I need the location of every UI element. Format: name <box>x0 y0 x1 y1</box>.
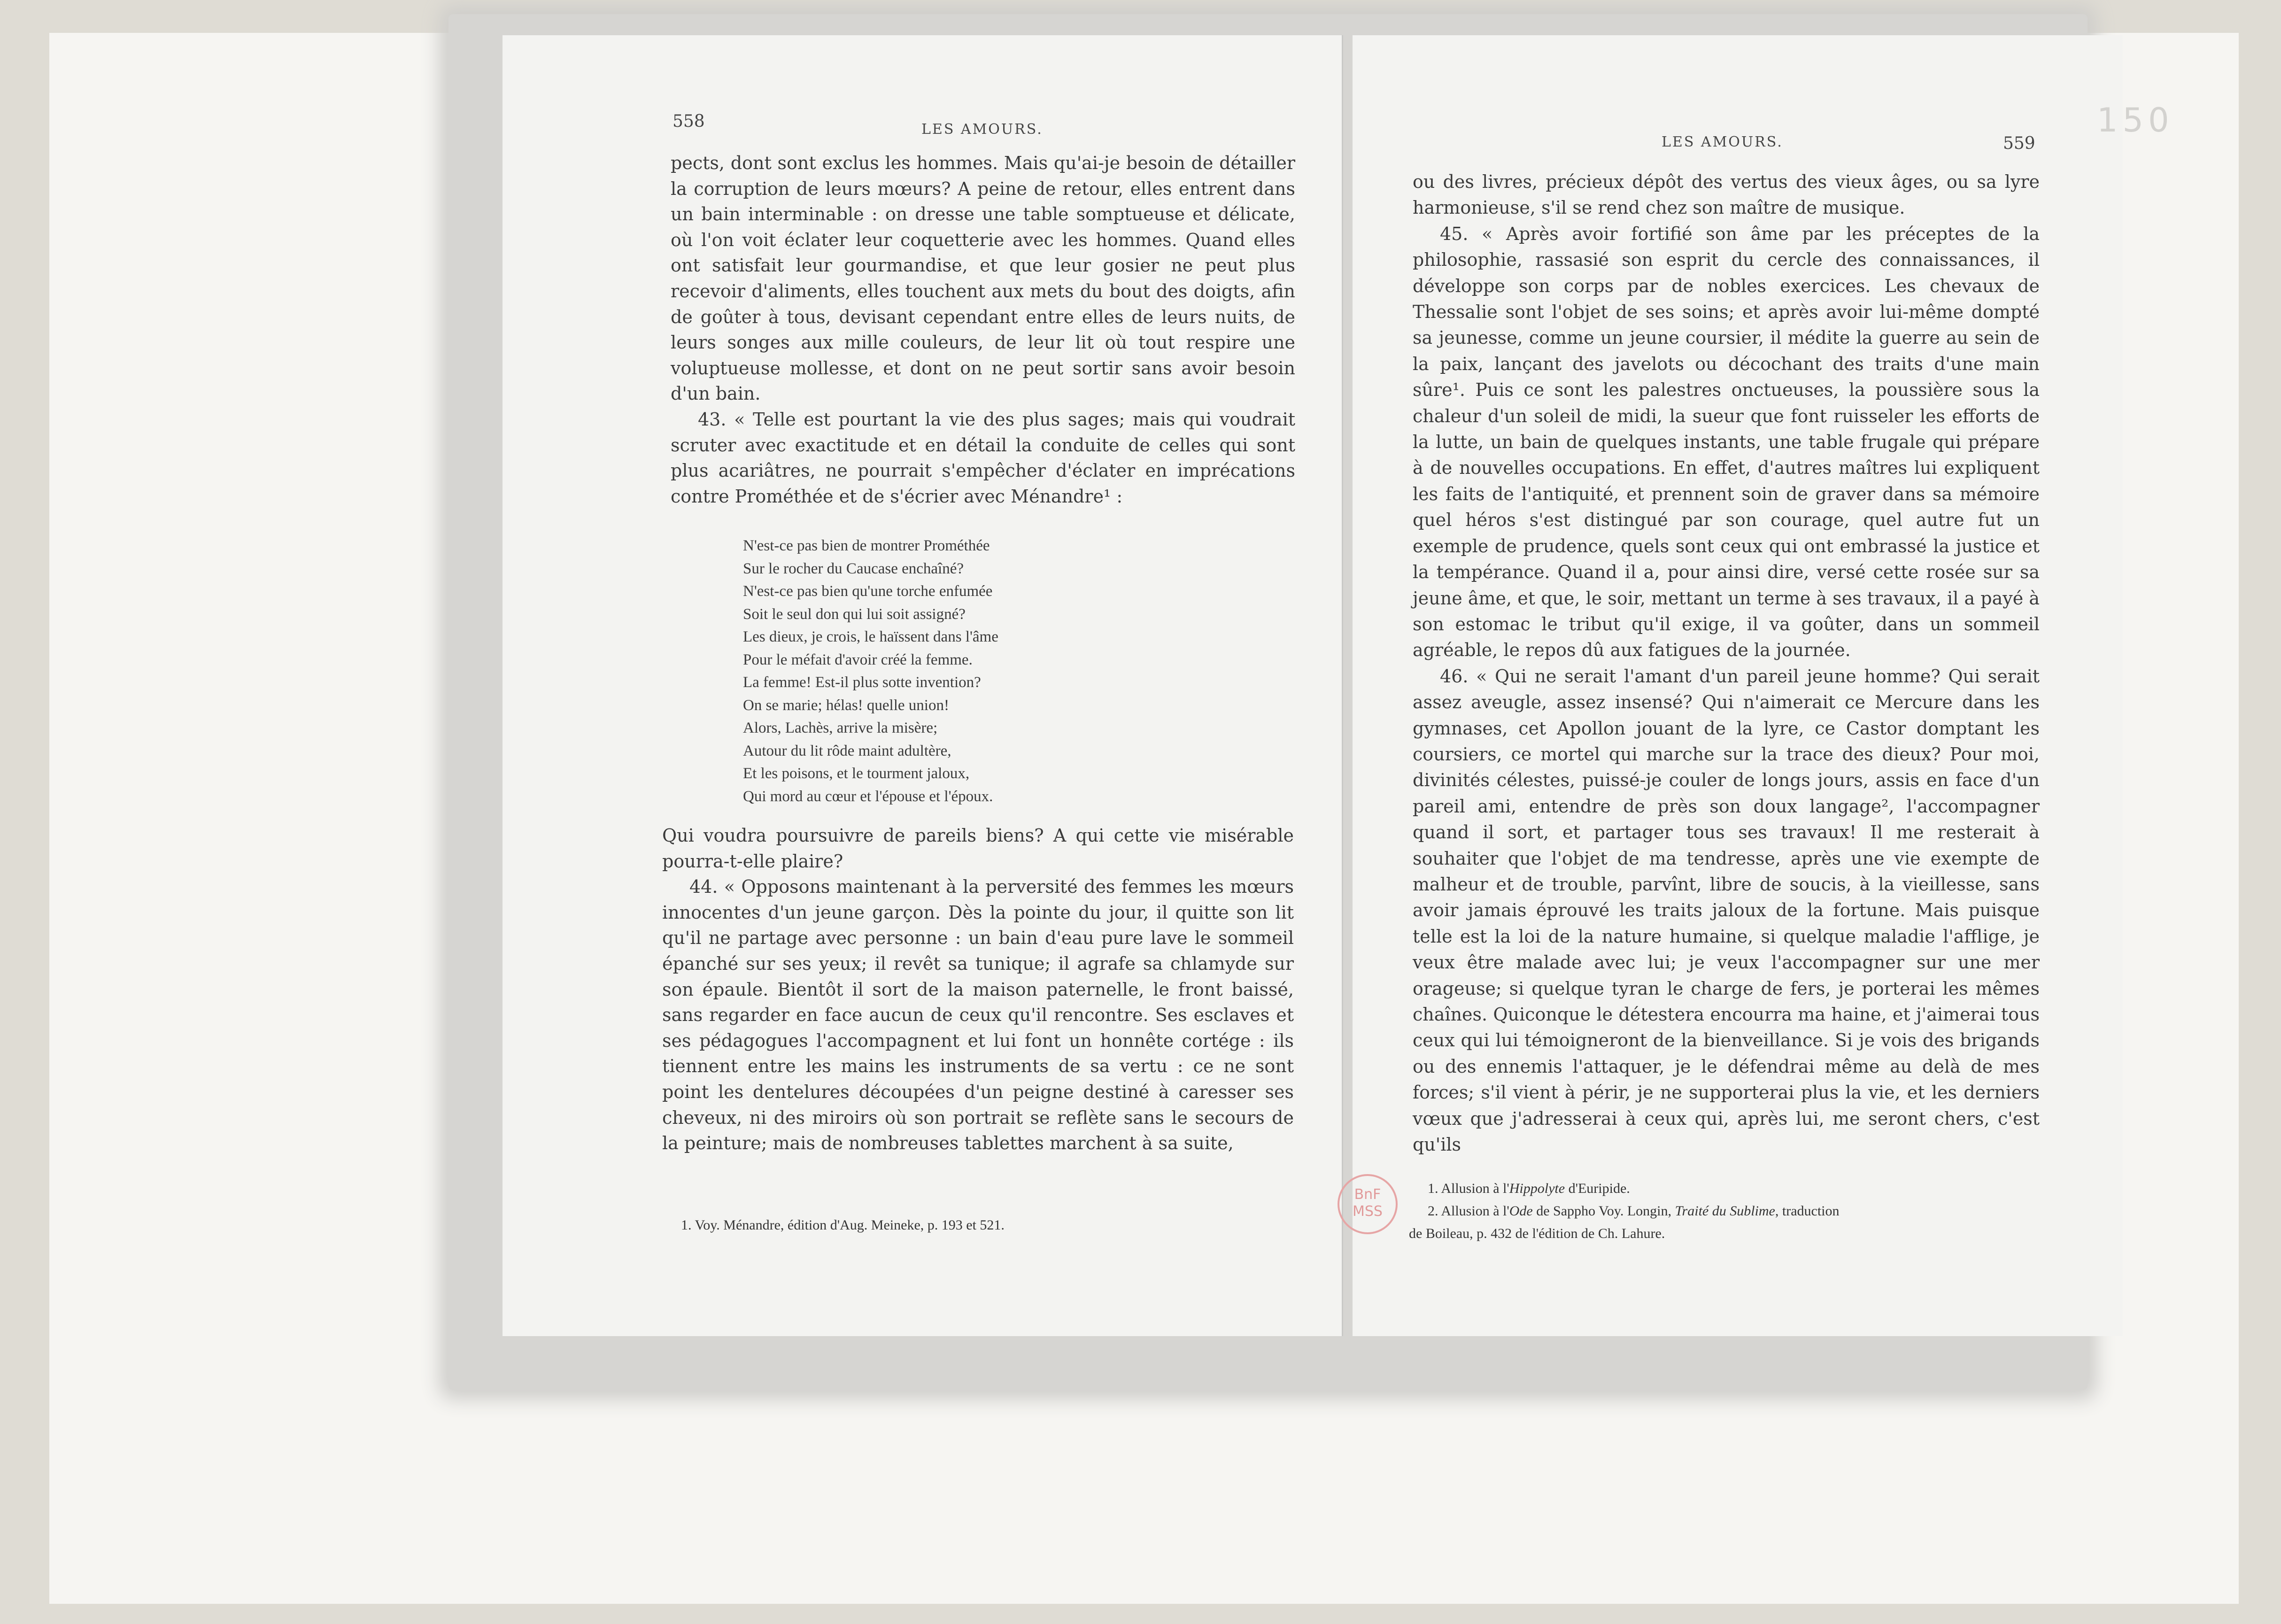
left-paragraph-44: 44. « Opposons maintenant à la perversité des femmes les mœurs innocentes d'un jeune garçon. Dès la pointe du jour, il quitte son lit qu'il ne partage avec personne : un bain d'eau pure lave le sommeil épanché sur ses yeux; il revêt sa tunique; il agrafe sa chlamyde sur son épaule. Bientôt il sort de la maison paternelle, le front baissé, sans regarder en face aucun de ceux qu'il rencontre. Ses esclaves et ses pédagogues l'accompagnent et lui font un honnête cortége : ils tiennent entre les mains les instruments de sa vertu : ce ne sont point les dentelures découpées d'un peigne destiné à caresser ses cheveux, ni des miroirs où son portrait se reflète sans le secours de la peinture; mais de nombreuses tablettes marchent à sa suite, <box>662 876 1294 1154</box>
left-body-bottom <box>662 823 1294 1156</box>
archive-number: 150 <box>2097 101 2174 139</box>
verse-line: Alors, Lachès, arrive la misère; <box>743 719 938 736</box>
menander-verse <box>743 534 1166 808</box>
stamp-line-1: BnF <box>1354 1186 1381 1203</box>
right-paragraph-1: ou des livres, précieux dépôt des vertus des vieux âges, ou sa lyre harmonieuse, s'il se rend chez son maître de musique. <box>1413 171 2040 218</box>
left-paragraph-question: Qui voudra poursuivre de pareils biens? A qui cette vie misérable pourra-t-elle plaire? <box>662 825 1294 872</box>
verse-line: On se marie; hélas! quelle union! <box>743 696 949 714</box>
verse-line: N'est-ce pas bien qu'une torche enfumée <box>743 583 993 600</box>
stamp-line-2: MSS <box>1353 1203 1383 1220</box>
right-paragraph-45: 45. « Après avoir fortifié son âme par les préceptes de la philosophie, rassasié son esprit du cercle des connaissances, il développe son corps par de nobles exercices. Les chevaux de Thessalie sont l'objet de ses soins; et après avoir lui-même dompté sa jeunesse, comme un jeune coursier, il médite la guerre au sein de la paix, lançant des javelots ou décochant des traits d'une main sûre¹. Puis ce sont les palestres onctueuses, la poussière sous la chaleur d'un soleil de midi, la sueur que font ruisseler les efforts de la lutte, un bain de quelques instants, une table frugale qui prépare à de nouvelles occupations. En effet, d'autres maîtres lui expliquent les faits de l'antiquité, et prennent soin de graver dans sa mémoire quel héros s'est distingué par son courage, quel autre fut un exemple de prudence, quels sont ceux qui ont embrassé la justice et la tempérance. Quand il a, pour ainsi dire, versé cette rosée sur sa jeune âme, et que, le soir, mettant un terme à ses travaux, il a payé à son estomac le tribut qu'il exige, il va goûter, dans un sommeil agréable, le repos dû aux fatigues de la journée. <box>1413 223 2040 661</box>
verse-line: Sur le rocher du Caucase enchaîné? <box>743 560 964 577</box>
left-body-top <box>671 150 1295 509</box>
left-paragraph-1: pects, dont sont exclus les hommes. Mais qu'ai-je besoin de détailler la corruption de leurs mœurs? A peine de retour, elles entrent dans un bain interminable : on dresse une table somptueuse et délicate, où l'on voit éclater leur coquetterie avec les hommes. Quand elles ont satisfait leur gourmandise, et que leur gosier ne peut plus recevoir d'aliments, elles touchent aux mets du bout des doigts, afin de goûter à tous, devisant cependant entre elles de leurs nuits, de leurs songes aux mille couleurs, de leur lit où tout respire une voluptueuse mollesse, et dont on ne peut sortir sans avoir besoin d'un bain. <box>671 153 1295 404</box>
verse-line: Pour le méfait d'avoir créé la femme. <box>743 651 973 668</box>
verse-line: Autour du lit rôde maint adultère, <box>743 742 951 759</box>
right-body <box>1413 169 2040 1158</box>
verse-line: Soit le seul don qui lui soit assigné? <box>743 605 966 623</box>
right-footnote-2-cont: de Boileau, p. 432 de l'édition de Ch. Lahure. <box>1409 1226 1665 1241</box>
verse-line: Les dieux, je crois, le haïssent dans l'âme <box>743 628 998 645</box>
right-page-number: 559 <box>2003 134 2035 153</box>
right-footnotes <box>1409 1177 1840 1245</box>
left-page-number: 558 <box>673 112 705 131</box>
right-footnote-2: 2. Allusion à l'Ode de Sappho Voy. Longin, Traité du Sublime, traduction <box>1428 1203 1840 1219</box>
verse-line: N'est-ce pas bien de montrer Prométhée <box>743 537 990 554</box>
left-paragraph-43: 43. « Telle est pourtant la vie des plus sages; mais qui voudrait scruter avec exactitude et en détail la conduite de celles qui sont plus acariâtres, ne pourrait s'empêcher d'éclater en imprécations contre Prométhée et de s'écrier avec Ménandre¹ : <box>671 409 1295 507</box>
left-footnote-1: 1. Voy. Ménandre, édition d'Aug. Meineke, p. 193 et 521. <box>681 1217 1005 1233</box>
library-stamp <box>1338 1174 1398 1234</box>
verse-line: Et les poisons, et le tourment jaloux, <box>743 765 970 782</box>
left-footnotes <box>681 1214 1005 1237</box>
left-running-head: LES AMOURS. <box>921 121 1043 138</box>
right-footnote-1: 1. Allusion à l'Hippolyte d'Euripide. <box>1428 1181 1630 1196</box>
right-running-head: LES AMOURS. <box>1662 134 1783 150</box>
right-paragraph-46: 46. « Qui ne serait l'amant d'un pareil jeune homme? Qui serait assez aveugle, assez insensé? Qui n'aimerait ce Mercure dans les gymnases, cet Apollon jouant de la lyre, ce Castor domptant les coursiers, ce mortel qui marche sur la trace des dieux? Pour moi, divinités célestes, puissé-je couler de longs jours, assis en face d'un pareil ami, entendre de près son doux langage², l'accompagner quand il sort, et partager tous ses travaux! Il me resterait à souhaiter que l'objet de ma tendresse, après une vie exempte de malheur et de trouble, parvînt, libre de soucis, à la vieillesse, sans avoir jamais éprouvé les traits jaloux de la fortune. Mais puisque telle est la loi de la nature humaine, si quelque maladie l'afflige, je veux être malade avec lui; je veux l'accompagner sur une mer orageuse; si quelque tyran le charge de fers, je porterai les mêmes chaînes. Quiconque le détestera encourra ma haine, et j'aimerai tous ceux qui lui témoigneront de la bienveillance. Si je vois des brigands ou des ennemis l'attaquer, je le défendrai même au delà de mes forces; s'il vient à périr, je ne supporterai plus la vie, et les derniers vœux que j'adresserai à ceux qui, après lui, me seront chers, c'est qu'ils <box>1413 665 2040 1155</box>
verse-line: Qui mord au cœur et l'épouse et l'époux. <box>743 788 993 805</box>
verse-line: La femme! Est-il plus sotte invention? <box>743 674 981 691</box>
